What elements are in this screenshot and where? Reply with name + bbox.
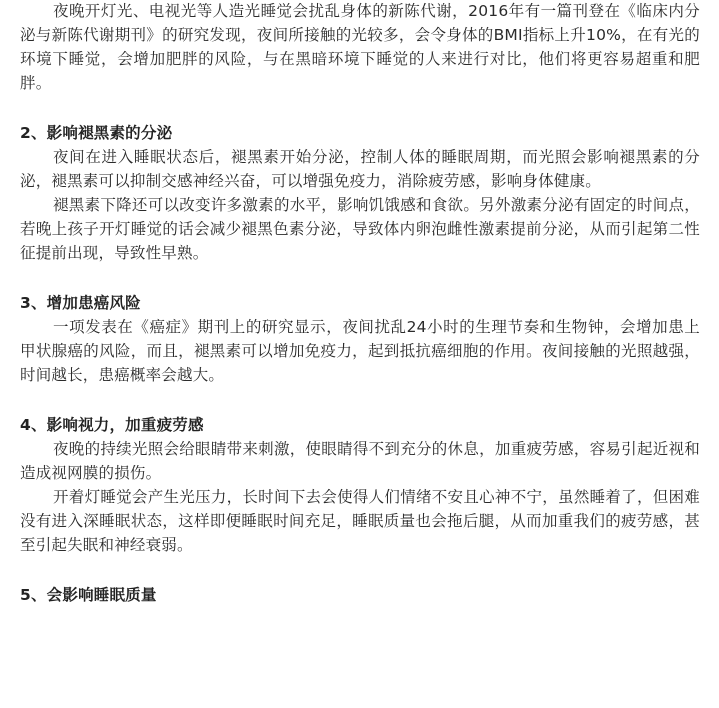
section-spacer [20, 95, 700, 121]
section-heading-cancer-risk: 3、增加患癌风险 [20, 294, 141, 312]
melatonin-paragraph-1: 夜间在进入睡眠状态后，褪黑素开始分泌，控制人体的睡眠周期，而光照会影响褪黑素的分泌，褪黑素可以抑制交感神经兴奋，可以增强免疫力，消除疲劳感，影响身体健康。 [20, 148, 700, 190]
intro-paragraph: 夜晚开灯光、电视光等人造光睡觉会扰乱身体的新陈代谢，2016年有一篇刊登在《临床内分泌与新陈代谢期刊》的研究发现，夜间所接触的光较多，会令身体的BMI指标上升10%，在有光的环境下睡觉，会增加肥胖的风险，与在黑暗环境下睡觉的人来进行对比，他们将更容易超重和肥胖。 [20, 2, 700, 92]
vision-paragraph-2: 开着灯睡觉会产生光压力，长时间下去会使得人们情绪不安且心神不宁，虽然睡着了，但困难没有进入深睡眠状态，这样即便睡眠时间充足，睡眠质量也会拖后腿，从而加重我们的疲劳感，甚至引起失眠和神经衰弱。 [20, 488, 700, 554]
section-heading-melatonin: 2、影响褪黑素的分泌 [20, 124, 173, 142]
article-body [20, 0, 700, 607]
melatonin-paragraph-2: 褪黑素下降还可以改变许多激素的水平，影响饥饿感和食欲。另外激素分泌有固定的时间点，若晚上孩子开灯睡觉的话会减少褪黑色素分泌，导致体内卵泡雌性激素提前分泌，从而引起第二性征提前出现，导致性早熟。 [20, 196, 700, 262]
vision-paragraph-1: 夜晚的持续光照会给眼睛带来刺激，使眼睛得不到充分的休息，加重疲劳感，容易引起近视和造成视网膜的损伤。 [20, 440, 700, 482]
section-heading-vision-fatigue: 4、影响视力，加重疲劳感 [20, 416, 204, 434]
section-spacer [20, 557, 700, 583]
section-spacer [20, 387, 700, 413]
cancer-risk-paragraph-1: 一项发表在《癌症》期刊上的研究显示，夜间扰乱24小时的生理节奏和生物钟，会增加患上甲状腺癌的风险，而且，褪黑素可以增加免疫力，起到抵抗癌细胞的作用。夜间接触的光照越强，时间越长，患癌概率会越大。 [20, 318, 700, 384]
section-spacer [20, 265, 700, 291]
section-heading-sleep-quality: 5、会影响睡眠质量 [20, 586, 157, 604]
